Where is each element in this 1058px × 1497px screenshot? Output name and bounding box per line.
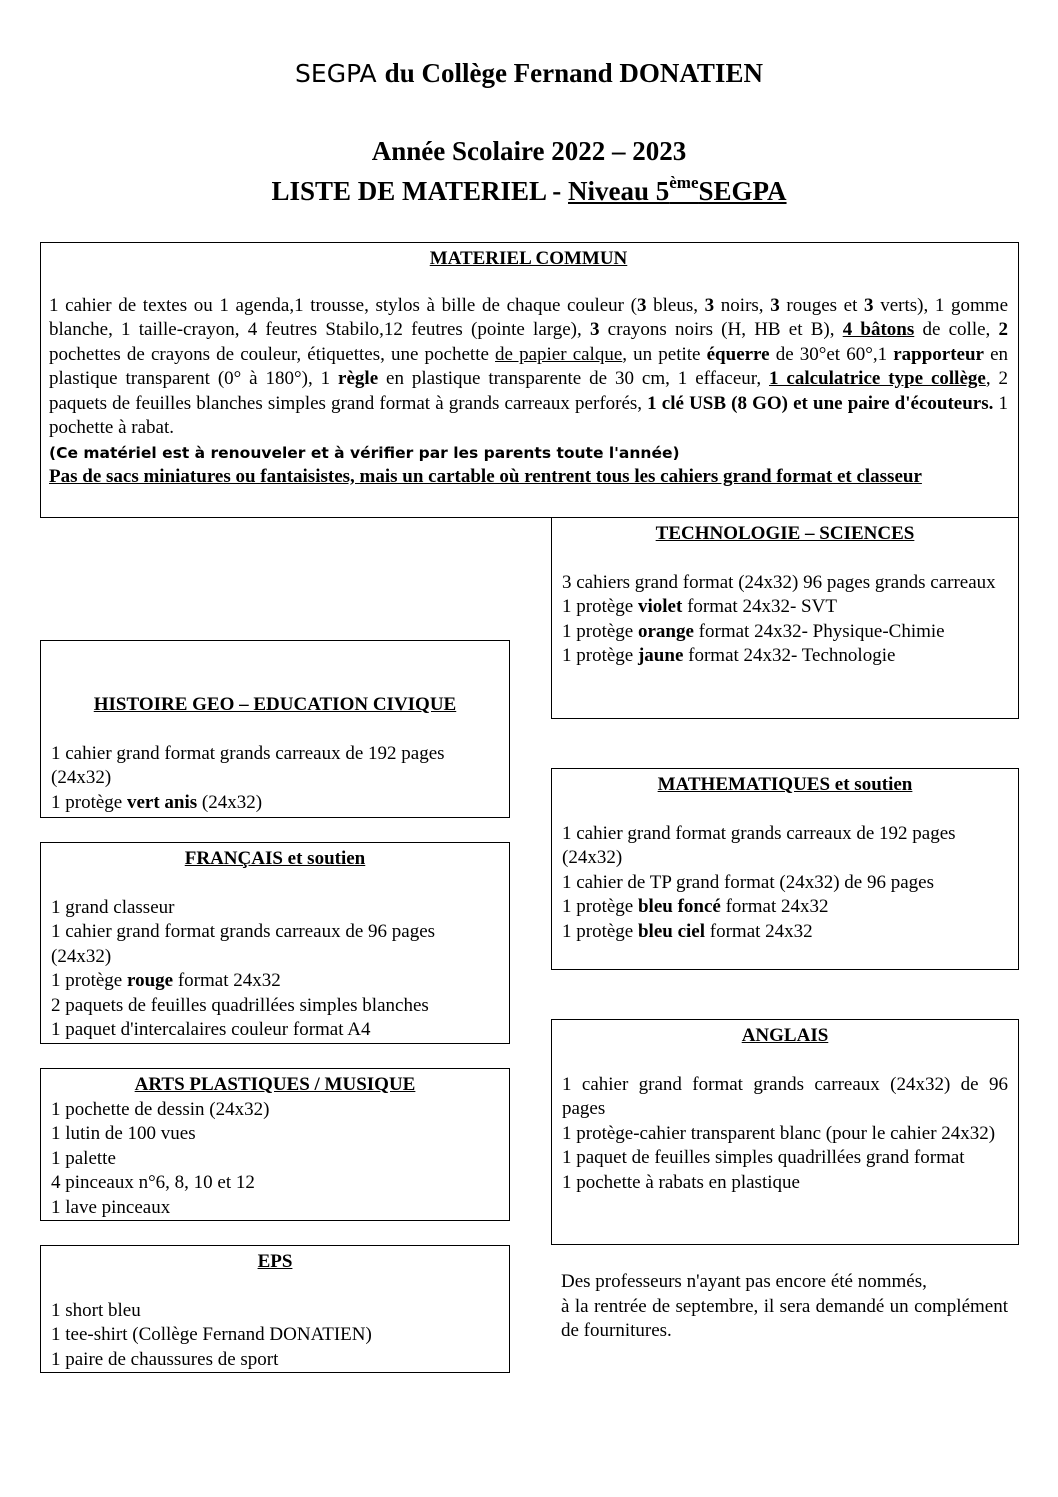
francais-box [40, 842, 510, 1044]
college-name: du Collège Fernand DONATIEN [384, 58, 763, 88]
anglais-title: ANGLAIS [741, 1025, 829, 1046]
mathematiques-box [551, 768, 1019, 970]
technologie-item: 1 protège jaune format 24x32- Technologie [562, 645, 896, 666]
mathematiques-item: 1 protège bleu ciel format 24x32 [562, 920, 813, 942]
segpa-label: SEGPA [295, 59, 377, 88]
anglais-item: 1 paquet de feuilles simples quadrillées grand format [562, 1147, 965, 1168]
technologie-title: TECHNOLOGIE – SCIENCES [655, 523, 915, 544]
arts-plastiques-item: 1 lave pinceaux [51, 1196, 171, 1218]
francais-item: 1 protège rouge format 24x32 [51, 970, 281, 991]
footer-note-line2: à la rentrée de septembre, il sera demandé un complément de fournitures. [561, 1295, 1008, 1341]
anglais-box [551, 1019, 1019, 1245]
footer-note-line1: Des professeurs n'ayant pas encore été nommés, [561, 1271, 927, 1292]
arts-plastiques-item: 1 lutin de 100 vues [51, 1123, 196, 1144]
arts-plastiques-title: ARTS PLASTIQUES / MUSIQUE [134, 1074, 416, 1095]
technologie-item: 1 protège violet format 24x32- SVT [562, 596, 837, 617]
footer-note [561, 1270, 1008, 1344]
mathematiques-item: 1 cahier grand format grands carreaux de 192 pages (24x32) [562, 822, 956, 868]
mathematiques-item: 1 cahier de TP grand format (24x32) de 96 pages [562, 871, 934, 893]
histoire-geo-box [40, 640, 510, 818]
francais-item: 2 paquets de feuilles quadrillées simples blanches [51, 994, 429, 1016]
niveau-suffix: SEGPA [698, 176, 787, 206]
anglais-item: 1 pochette à rabats en plastique [562, 1171, 800, 1193]
histoire-geo-title: HISTOIRE GEO – EDUCATION CIVIQUE [93, 694, 457, 715]
anglais-item: 1 cahier grand format grands carreaux (24x32) de 96 pages [562, 1073, 1008, 1119]
list-prefix: LISTE DE MATERIEL - [271, 176, 569, 206]
francais-item: 1 paquet d'intercalaires couleur format A4 [51, 1019, 371, 1040]
niveau-text: Niveau 5 [568, 176, 670, 206]
school-year: Année Scolaire 2022 – 2023 [371, 136, 687, 166]
francais-item: 1 cahier grand format grands carreaux de 96 pages (24x32) [51, 921, 436, 967]
technologie-item: 3 cahiers grand format (24x32) 96 pages grands carreaux [562, 571, 996, 593]
mathematiques-title: MATHEMATIQUES et soutien [657, 774, 913, 795]
anglais-item: 1 protège-cahier transparent blanc (pour le cahier 24x32) [562, 1122, 996, 1144]
materiel-commun-text: 1 cahier de textes ou 1 agenda,1 trousse, stylos à bille de chaque couleur (3 bleus, 3 noirs, 3 rouges et 3 verts), 1 gomme blanche, 1 taille-crayon, 4 feutres Stabilo,12 feutres (pointe large), 3 crayons noirs (H, HB et B), 4 bâtons de colle, 2 pochettes de crayons de couleur, étiquettes, une pochette de papier calque, un petite équerre de 30°et 60°,1 rapporteur en plastique transparent (0° à 180°), 1 règle en plastique transparente de 30 cm, 1 effaceur, 1 calculatrice type collège, 2 paquets de feuilles blanches simples grand format à grands carreaux perforés, 1 clé USB (8 GO) et une paire d'écouteurs. 1 pochette à rabat. [49, 294, 1009, 438]
technologie-box [551, 517, 1019, 719]
mathematiques-item: 1 protège bleu foncé format 24x32 [562, 896, 829, 917]
niveau-sup: ème [669, 173, 699, 192]
histoire-geo-item: 1 cahier grand format grands carreaux de 192 pages (24x32) [51, 742, 445, 788]
eps-item: 1 short bleu [51, 1299, 141, 1321]
materiel-commun-note: (Ce matériel est à renouveler et à vérifier par les parents toute l'année) [49, 443, 680, 462]
school-title [0, 58, 1058, 89]
francais-title: FRANÇAIS et soutien [184, 848, 366, 869]
eps-box [40, 1245, 510, 1373]
arts-plastiques-item: 1 palette [51, 1147, 116, 1169]
eps-item: 1 paire de chaussures de sport [51, 1348, 279, 1370]
arts-plastiques-box [40, 1068, 510, 1221]
niveau-label [568, 173, 787, 206]
materiel-commun-title: MATERIEL COMMUN [429, 248, 628, 269]
histoire-geo-item: 1 protège vert anis (24x32) [51, 791, 263, 813]
eps-title: EPS [257, 1251, 293, 1272]
arts-plastiques-item: 1 pochette de dessin (24x32) [51, 1098, 270, 1120]
francais-item: 1 grand classeur [51, 896, 175, 918]
arts-plastiques-item: 4 pinceaux n°6, 8, 10 et 12 [51, 1172, 255, 1193]
eps-item: 1 tee-shirt (Collège Fernand DONATIEN) [51, 1324, 372, 1345]
materiel-commun-warning: Pas de sacs miniatures ou fantaisistes, mais un cartable où rentrent tous les cahiers grand format et classeur [49, 466, 922, 487]
technologie-item: 1 protège orange format 24x32- Physique-Chimie [562, 620, 945, 642]
materiel-commun-box [40, 242, 1019, 518]
list-title [0, 173, 1058, 207]
